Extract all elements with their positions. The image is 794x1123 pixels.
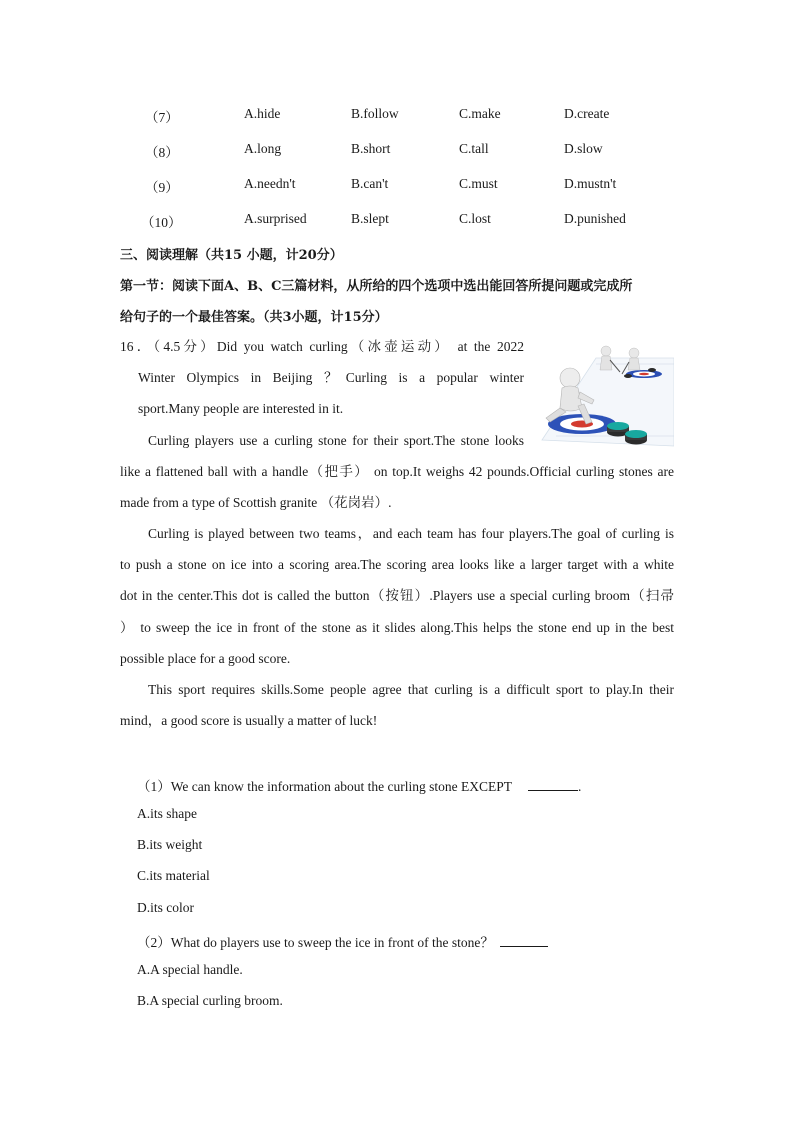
option-row [0, 211, 794, 231]
option-b: B.slept [351, 211, 389, 226]
option-d: D.create [564, 106, 610, 121]
passage-paragraph-2 [120, 425, 674, 519]
question-1-option-a: A.its shape [137, 806, 197, 821]
passage-line: This sport requires skills.Some people agree that curling is a difficult sport to play.In their [148, 682, 674, 697]
passage-line: sport.Many people are interested in it. [138, 401, 344, 417]
passage-line: Curling players use a curling stone for their sport.The stone looks [148, 433, 524, 448]
option-b: B.short [351, 141, 391, 156]
option-a: A.needn't [244, 176, 296, 191]
question-number: （8） [145, 145, 179, 160]
passage-paragraph-4 [120, 674, 674, 736]
question-2-text: （2）What do players use to sweep the ice in front of the stone？ [137, 935, 494, 950]
question-1-option-c: C.its material [137, 868, 210, 883]
option-c: C.must [459, 176, 498, 191]
answer-blank[interactable] [500, 932, 548, 947]
passage-paragraph-1 [120, 331, 524, 425]
question-1-option-d: D.its color [137, 900, 194, 915]
question-number: （7） [145, 110, 179, 125]
question-2-option-b: B.A special curling broom. [137, 993, 283, 1008]
option-row [0, 141, 794, 161]
option-a: A.surprised [244, 211, 307, 226]
option-c: C.tall [459, 141, 489, 156]
option-c: C.lost [459, 211, 491, 226]
section-instructions-line2: 给句子的一个最佳答案。（共3小题，计15分） [120, 310, 388, 325]
option-row [0, 106, 794, 126]
option-d: D.slow [564, 141, 603, 156]
passage-line: ） to sweep the ice in front of the stone as it slides along.This helps the stone end up in the best [120, 619, 674, 635]
section-instructions-line1: 第一节：阅读下面A、B、C三篇材料，从所给的四个选项中选出能回答所提问题或完成所 [120, 279, 633, 294]
passage-line: mind，a good score is usually a matter of luck! [120, 713, 378, 729]
question-2-option-a: A.A special handle. [137, 962, 243, 977]
question-2 [137, 931, 548, 951]
option-c: C.make [459, 106, 501, 121]
answer-blank[interactable] [528, 776, 578, 791]
section-title: 三、阅读理解（共15 小题，计20分） [120, 248, 343, 263]
question-number: （9） [145, 180, 179, 195]
passage-line: dot in the center.This dot is called the button（按钮）.Players use a special curling broom（扫帚 [120, 588, 674, 604]
passage-line: like a flattened ball with a handle（把手） on top.It weighs 42 pounds.Official curling stones are [120, 464, 674, 480]
option-d: D.punished [564, 211, 626, 226]
option-b: B.can't [351, 176, 389, 191]
passage-line: made from a type of Scottish granite （花岗岩）. [120, 495, 392, 511]
passage-line: 16．（4.5分）Did you watch curling（冰壶运动） at the 2022 [120, 339, 524, 354]
option-b: B.follow [351, 106, 399, 121]
option-a: A.hide [244, 106, 281, 121]
question-1-text: （1）We can know the information about the curling stone EXCEPT [137, 779, 512, 794]
option-d: D.mustn't [564, 176, 617, 191]
passage-line: to push a stone on ice into a scoring area.The scoring area looks like a larger target with a white [120, 557, 674, 573]
passage-line: possible place for a good score. [120, 650, 291, 666]
option-row [0, 176, 794, 196]
passage-line: Winter Olympics in Beijing ？Curling is a popular winter [138, 370, 524, 386]
question-number: （10） [141, 215, 182, 230]
option-a: A.long [244, 141, 282, 156]
question-1-option-b: B.its weight [137, 837, 203, 852]
passage-paragraph-3 [120, 518, 674, 674]
passage-line: Curling is played between two teams，and each team has four players.The goal of curling is [148, 526, 674, 541]
question-1: （1）We can know the information about the curling stone EXCEPT . [137, 775, 581, 795]
